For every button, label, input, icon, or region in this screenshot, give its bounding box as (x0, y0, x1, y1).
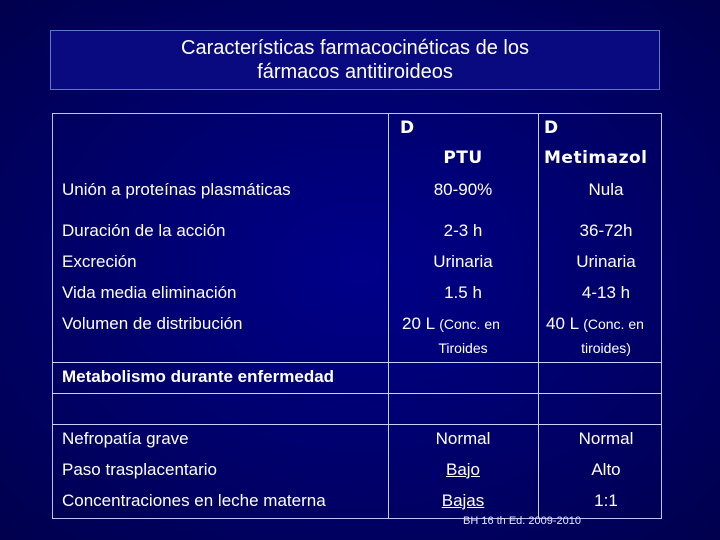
row-met-excrecion: Urinaria (576, 252, 636, 271)
citation-footer: BH 16 th Ed. 2009-2010 (462, 515, 582, 527)
col-divider-2 (538, 113, 539, 519)
row-met-union: Nula (588, 180, 624, 199)
row-ptu-volumen (402, 314, 500, 334)
row-divider-section-mid (52, 393, 662, 394)
row-label-nefropatia: Nefropatía grave (62, 429, 189, 448)
row-met-leche: 1:1 (594, 491, 618, 510)
row-label-excrecion: Excreción (62, 252, 137, 271)
row-met-nefropatia: Normal (578, 429, 634, 448)
header-col2-top: D (544, 118, 559, 138)
section-metabolismo: Metabolismo durante enfermedad (62, 367, 335, 386)
row-met-volumen-note2: tiroides) (581, 340, 631, 356)
row-ptu-leche: Bajas (441, 491, 485, 510)
header-col1-name: PTU (443, 148, 483, 168)
row-ptu-union: 80-90% (433, 180, 493, 199)
row-label-trasplacentario: Paso trasplacentario (62, 460, 217, 479)
header-col2-name: Metimazol (544, 148, 648, 168)
row-label-union: Unión a proteínas plasmáticas (62, 180, 291, 199)
row-met-duracion: 36-72h (579, 221, 633, 240)
header-col1-top: D (400, 118, 415, 138)
row-ptu-trasplacentario: Bajo (445, 460, 481, 479)
row-met-trasplacentario: Alto (591, 460, 621, 479)
row-ptu-vida-media: 1.5 h (444, 283, 482, 302)
title-line-2: fármacos antitiroideos (257, 61, 453, 83)
row-label-duracion: Duración de la acción (62, 221, 226, 240)
col-divider-1 (388, 113, 389, 519)
row-ptu-volumen-note: (Conc. en (439, 316, 500, 332)
row-met-volumen-note: (Conc. en (583, 316, 644, 332)
row-label-vida-media: Vida media eliminación (62, 283, 237, 302)
row-divider-section-bottom (52, 424, 662, 425)
row-ptu-volumen-main: 20 L (402, 314, 435, 333)
title-line-1: Características farmacocinéticas de los (181, 37, 529, 59)
row-ptu-volumen-note2: Tiroides (438, 340, 488, 356)
row-divider-section-top (52, 362, 662, 363)
row-ptu-excrecion: Urinaria (433, 252, 493, 271)
row-met-volumen-main: 40 L (546, 314, 579, 333)
row-met-volumen (546, 314, 644, 334)
row-label-volumen: Volumen de distribución (62, 314, 243, 333)
row-label-leche: Concentraciones en leche materna (62, 491, 326, 510)
row-ptu-duracion: 2-3 h (443, 221, 483, 240)
row-met-vida-media: 4-13 h (581, 283, 631, 302)
title-box (50, 30, 660, 90)
row-ptu-nefropatia: Normal (435, 429, 491, 448)
